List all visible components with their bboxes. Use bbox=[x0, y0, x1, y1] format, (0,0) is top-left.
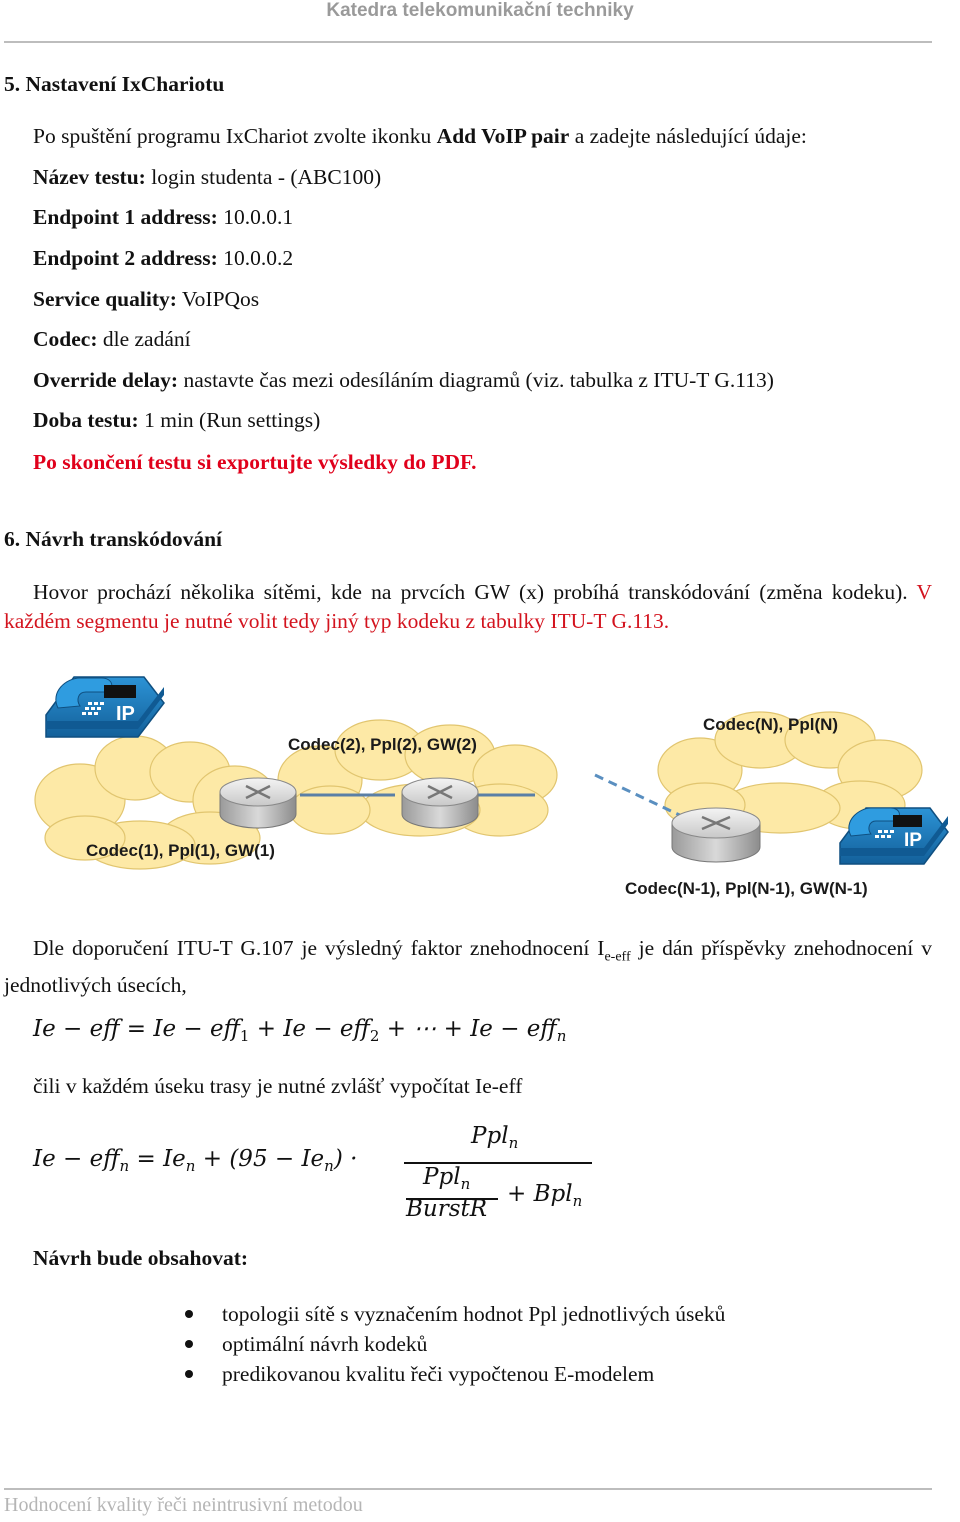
field-test-name: Název testu: login studenta - (ABC100) bbox=[33, 165, 382, 189]
field-service-quality: Service quality: VoIPQos bbox=[33, 287, 260, 311]
field-test-duration: Doba testu: 1 min (Run settings) bbox=[33, 408, 321, 432]
label-codec-2: Codec(2), Ppl(2), GW(2) bbox=[288, 735, 477, 754]
formula-plus-bpl: + Bpl$_n$ bbox=[507, 1181, 583, 1210]
field-override-delay: Override delay: nastavte čas mezi odesíláním diagramů (viz. tabulka z ITU-T G.113) bbox=[33, 368, 774, 392]
formula-total-ie-eff: Ie − eff = Ie − eff$_1$ + Ie − eff$_2$ + ⋯ + Ie − eff$_n$ bbox=[33, 1016, 567, 1045]
label-codec-n-1: Codec(N-1), Ppl(N-1), GW(N-1) bbox=[625, 879, 868, 898]
ip-phone-2 bbox=[840, 808, 948, 864]
list-item: optimální návrh kodeků bbox=[185, 1329, 725, 1359]
section-5-intro: Po spuštění programu IxChariot zvolte ikonku Add VoIP pair a zadejte následující údaje: bbox=[33, 124, 807, 148]
field-endpoint-2: Endpoint 2 address: 10.0.0.2 bbox=[33, 246, 294, 270]
header-divider bbox=[4, 41, 932, 43]
bullet-icon bbox=[185, 1310, 193, 1318]
bullet-icon bbox=[185, 1340, 193, 1348]
add-voip-pair-term: Add VoIP pair bbox=[436, 124, 570, 148]
section-6-heading: 6. Návrh transkódování bbox=[4, 527, 223, 551]
network-topology-diagram bbox=[0, 660, 960, 910]
segment-note: čili v každém úseku trasy je nutné zvlášť vypočítat Ie-eff bbox=[33, 1074, 523, 1098]
phone-1-ip-label: IP bbox=[116, 703, 135, 725]
formula-numerator: Ppl$_n$ bbox=[471, 1123, 519, 1152]
page-header: Katedra telekomunikační techniky bbox=[326, 0, 634, 21]
field-endpoint-1: Endpoint 1 address: 10.0.0.1 bbox=[33, 205, 294, 229]
bullet-icon bbox=[185, 1370, 193, 1378]
footer-divider bbox=[4, 1488, 932, 1490]
design-heading: Návrh bude obsahovat: bbox=[33, 1246, 249, 1270]
field-codec: Codec: dle zadání bbox=[33, 327, 191, 351]
phone-2-ip-label: IP bbox=[904, 830, 922, 851]
design-bullet-list bbox=[185, 1299, 725, 1389]
router-gw1 bbox=[220, 778, 296, 828]
formula-inner-denominator: BurstR bbox=[406, 1196, 488, 1222]
g107-paragraph: Dle doporučení ITU-T G.107 je výsledný faktor znehodnocení $I_{e-eff}$ je dán příspěvky znehodnocení v jednotlivých úsecích, bbox=[4, 936, 932, 998]
label-codec-n: Codec(N), Ppl(N) bbox=[703, 715, 839, 734]
export-warning: Po skončení testu si exportujte výsledky do PDF. bbox=[33, 450, 477, 474]
list-item: topologii sítě s vyznačením hodnot Ppl jednotlivých úseků bbox=[185, 1299, 725, 1329]
label-codec-1: Codec(1), Ppl(1), GW(1) bbox=[86, 841, 275, 860]
list-item: predikovanou kvalitu řeči vypočtenou E-modelem bbox=[185, 1359, 725, 1389]
section-5-heading: 5. Nastavení IxChariotu bbox=[4, 72, 225, 96]
router-gw-n-1 bbox=[672, 808, 760, 862]
router-gw2 bbox=[402, 778, 478, 828]
codec-requirement-note: V každém segmentu je nutné volit tedy jiný typ kodeku z tabulky ITU-T G.113. bbox=[4, 580, 932, 633]
formula-inner-numerator: Ppl$_n$ bbox=[423, 1164, 471, 1193]
page-footer: Hodnocení kvality řeči neintrusivní metodou bbox=[4, 1494, 363, 1516]
transcoding-paragraph: Hovor prochází několika sítěmi, kde na prvcích GW (x) probíhá transkódování (změna kodeku). V každém segmentu je nutné volit tedy jiný typ kodeku z tabulky ITU-T G.113. bbox=[4, 580, 932, 633]
ip-phone-1 bbox=[46, 677, 164, 737]
formula-segment-lhs: $Ie - eff_n = Ie_n + (95 - Ie_n)$ · bbox=[33, 1146, 358, 1175]
